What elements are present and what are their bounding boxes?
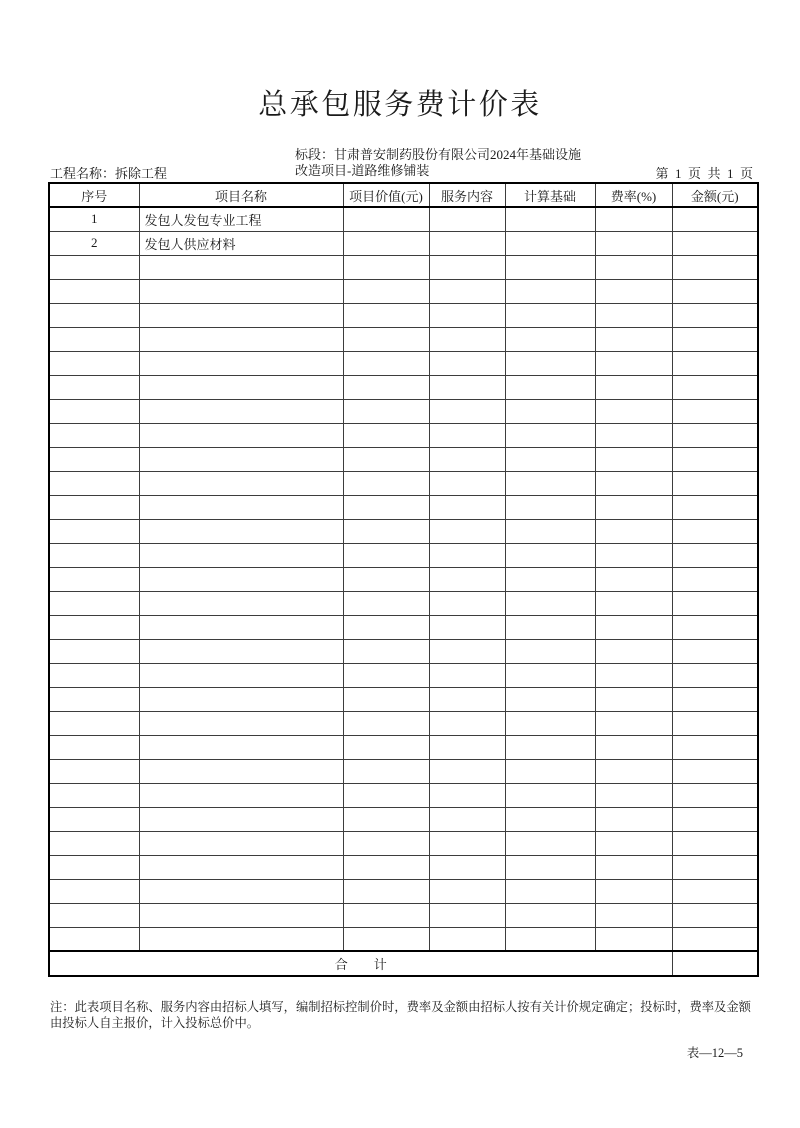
cell-rate [595, 399, 672, 423]
section-label [295, 147, 581, 179]
cell-no [49, 375, 139, 399]
cell-no [49, 327, 139, 351]
cell-no [49, 423, 139, 447]
table-row-empty [49, 423, 758, 447]
cell-service [429, 543, 505, 567]
cell-name [139, 543, 343, 567]
table-row-empty [49, 471, 758, 495]
cell-rate [595, 375, 672, 399]
cell-no: 2 [49, 231, 139, 255]
cell-value [343, 903, 429, 927]
cell-basis [505, 255, 595, 279]
cell-value [343, 663, 429, 687]
table-row-empty [49, 543, 758, 567]
table-row-empty [49, 663, 758, 687]
cell-service [429, 519, 505, 543]
table-row-empty [49, 519, 758, 543]
cell-service [429, 927, 505, 951]
cell-service [429, 591, 505, 615]
cell-value [343, 591, 429, 615]
cell-basis [505, 903, 595, 927]
cell-service [429, 855, 505, 879]
cell-name [139, 855, 343, 879]
cell-service [429, 255, 505, 279]
cell-rate [595, 879, 672, 903]
cell-amount [672, 615, 758, 639]
cell-service [429, 327, 505, 351]
cell-name: 发包人发包专业工程 [139, 207, 343, 231]
cell-basis [505, 663, 595, 687]
cell-amount [672, 423, 758, 447]
cell-value [343, 687, 429, 711]
footnote-line1: 注：此表项目名称、服务内容由招标人填写，编制招标控制价时，费率及金额由招标人按有关计价规定确定；投标时，费率及金额 [50, 1000, 751, 1014]
cell-amount [672, 231, 758, 255]
cell-value [343, 615, 429, 639]
cell-service [429, 735, 505, 759]
cell-amount [672, 783, 758, 807]
table-row-empty [49, 615, 758, 639]
cell-name [139, 711, 343, 735]
cell-amount [672, 663, 758, 687]
cell-service [429, 447, 505, 471]
cell-amount [672, 831, 758, 855]
cell-name [139, 927, 343, 951]
cell-value [343, 735, 429, 759]
cell-service [429, 423, 505, 447]
cell-value [343, 711, 429, 735]
cell-amount [672, 903, 758, 927]
table-row-empty [49, 927, 758, 951]
cell-service [429, 207, 505, 231]
cell-amount [672, 207, 758, 231]
cell-rate [595, 423, 672, 447]
cell-basis [505, 495, 595, 519]
cell-rate [595, 687, 672, 711]
cell-value [343, 639, 429, 663]
table-row [49, 231, 758, 255]
cell-amount [672, 927, 758, 951]
cell-value [343, 855, 429, 879]
cell-value [343, 279, 429, 303]
cell-no [49, 519, 139, 543]
cell-basis [505, 327, 595, 351]
cell-basis [505, 591, 595, 615]
cell-no [49, 279, 139, 303]
cell-amount [672, 687, 758, 711]
cell-rate [595, 615, 672, 639]
cell-name [139, 303, 343, 327]
column-header-0: 序号 [49, 183, 139, 207]
cell-basis [505, 423, 595, 447]
cell-amount [672, 303, 758, 327]
cell-amount [672, 279, 758, 303]
cell-basis [505, 543, 595, 567]
cell-basis [505, 375, 595, 399]
cell-name [139, 615, 343, 639]
column-header-5: 费率(%) [595, 183, 672, 207]
footnote-line2: 由投标人自主报价，计入投标总价中。 [50, 1016, 260, 1030]
cell-service [429, 879, 505, 903]
cell-value [343, 255, 429, 279]
column-header-3: 服务内容 [429, 183, 505, 207]
cell-value [343, 759, 429, 783]
cell-name [139, 327, 343, 351]
table-row-empty [49, 567, 758, 591]
cell-name [139, 735, 343, 759]
cell-rate [595, 231, 672, 255]
cell-name [139, 879, 343, 903]
table-row-empty [49, 591, 758, 615]
cell-service [429, 231, 505, 255]
cell-rate [595, 567, 672, 591]
cell-basis [505, 807, 595, 831]
table-row-empty [49, 903, 758, 927]
table-row-empty [49, 255, 758, 279]
column-header-1: 项目名称 [139, 183, 343, 207]
cell-value [343, 471, 429, 495]
cell-service [429, 351, 505, 375]
cell-value [343, 543, 429, 567]
cell-amount [672, 447, 758, 471]
cell-rate [595, 783, 672, 807]
cell-amount [672, 351, 758, 375]
table-body [49, 207, 758, 951]
cell-basis [505, 831, 595, 855]
cell-rate [595, 207, 672, 231]
cell-name: 发包人供应材料 [139, 231, 343, 255]
cell-value [343, 351, 429, 375]
cell-no [49, 831, 139, 855]
cell-no [49, 783, 139, 807]
cell-no [49, 759, 139, 783]
cell-service [429, 567, 505, 591]
total-amount-cell [672, 951, 758, 976]
cell-service [429, 807, 505, 831]
cell-basis [505, 879, 595, 903]
cell-service [429, 471, 505, 495]
cell-service [429, 399, 505, 423]
cell-rate [595, 711, 672, 735]
cell-amount [672, 711, 758, 735]
total-label-cell: 合 计 [49, 951, 672, 976]
cell-amount [672, 855, 758, 879]
table-row-empty [49, 879, 758, 903]
cell-value [343, 783, 429, 807]
cell-service [429, 783, 505, 807]
cell-no [49, 663, 139, 687]
cell-name [139, 255, 343, 279]
cell-amount [672, 375, 758, 399]
cell-amount [672, 879, 758, 903]
cell-rate [595, 471, 672, 495]
total-row [49, 951, 758, 976]
cell-rate [595, 759, 672, 783]
cell-basis [505, 687, 595, 711]
cell-rate [595, 903, 672, 927]
cell-basis [505, 279, 595, 303]
cell-rate [595, 927, 672, 951]
cell-basis [505, 927, 595, 951]
table-row-empty [49, 639, 758, 663]
cell-name [139, 831, 343, 855]
cell-rate [595, 543, 672, 567]
cell-service [429, 711, 505, 735]
cell-value [343, 207, 429, 231]
cell-rate [595, 807, 672, 831]
cell-no [49, 879, 139, 903]
cell-no [49, 471, 139, 495]
table-row-empty [49, 831, 758, 855]
table-row-empty [49, 735, 758, 759]
cell-rate [595, 663, 672, 687]
cell-amount [672, 399, 758, 423]
cell-no [49, 639, 139, 663]
cell-amount [672, 591, 758, 615]
cell-service [429, 903, 505, 927]
cell-basis [505, 735, 595, 759]
cell-basis [505, 303, 595, 327]
cell-basis [505, 639, 595, 663]
cell-name [139, 519, 343, 543]
cell-rate [595, 831, 672, 855]
cell-name [139, 663, 343, 687]
cell-amount [672, 519, 758, 543]
cell-no [49, 591, 139, 615]
cell-basis [505, 351, 595, 375]
column-header-2: 项目价值(元) [343, 183, 429, 207]
cell-rate [595, 591, 672, 615]
table-row-empty [49, 375, 758, 399]
cell-basis [505, 471, 595, 495]
cell-basis [505, 231, 595, 255]
cell-value [343, 495, 429, 519]
cell-name [139, 351, 343, 375]
cell-rate [595, 279, 672, 303]
column-header-4: 计算基础 [505, 183, 595, 207]
cell-value [343, 375, 429, 399]
cell-basis [505, 759, 595, 783]
cell-basis [505, 615, 595, 639]
cell-name [139, 423, 343, 447]
form-code: 表—12—5 [686, 1046, 743, 1060]
cell-no [49, 927, 139, 951]
cell-rate [595, 495, 672, 519]
table-row-empty [49, 399, 758, 423]
cell-no [49, 303, 139, 327]
cell-value [343, 879, 429, 903]
cell-value [343, 567, 429, 591]
cell-basis [505, 399, 595, 423]
cell-no [49, 495, 139, 519]
table-row-empty [49, 303, 758, 327]
cell-no [49, 807, 139, 831]
cell-name [139, 567, 343, 591]
table-row-empty [49, 495, 758, 519]
table-row-empty [49, 327, 758, 351]
cell-amount [672, 495, 758, 519]
cell-service [429, 759, 505, 783]
cell-amount [672, 471, 758, 495]
section-label-line1: 标段：甘肃普安制药股份有限公司2024年基础设施 [295, 147, 582, 162]
table-row-empty [49, 783, 758, 807]
table-row [49, 207, 758, 231]
cell-service [429, 639, 505, 663]
cell-name [139, 639, 343, 663]
cell-no [49, 543, 139, 567]
cell-basis [505, 783, 595, 807]
table-row-empty [49, 447, 758, 471]
cell-name [139, 807, 343, 831]
table-row-empty [49, 807, 758, 831]
cell-value [343, 423, 429, 447]
page-number-info: 第 1 页 共 1 页 [655, 166, 753, 181]
cell-name [139, 447, 343, 471]
table-row-empty [49, 759, 758, 783]
cell-no [49, 687, 139, 711]
table-header-row [49, 183, 758, 207]
cell-name [139, 279, 343, 303]
cell-rate [595, 351, 672, 375]
cell-no [49, 447, 139, 471]
cell-rate [595, 327, 672, 351]
cell-basis [505, 447, 595, 471]
cell-no [49, 855, 139, 879]
cell-rate [595, 639, 672, 663]
cell-basis [505, 207, 595, 231]
cell-service [429, 495, 505, 519]
cell-value [343, 303, 429, 327]
cell-no: 1 [49, 207, 139, 231]
cell-amount [672, 639, 758, 663]
page-title: 总承包服务费计价表 [258, 89, 542, 121]
cell-rate [595, 303, 672, 327]
cell-value [343, 327, 429, 351]
cell-service [429, 663, 505, 687]
cell-no [49, 255, 139, 279]
cell-service [429, 831, 505, 855]
cell-no [49, 399, 139, 423]
table-row-empty [49, 351, 758, 375]
cell-rate [595, 447, 672, 471]
cell-amount [672, 543, 758, 567]
cell-value [343, 447, 429, 471]
cell-value [343, 399, 429, 423]
cell-service [429, 279, 505, 303]
cell-basis [505, 567, 595, 591]
cell-value [343, 231, 429, 255]
project-name-label: 工程名称：拆除工程 [50, 166, 168, 181]
cell-value [343, 519, 429, 543]
table-row-empty [49, 855, 758, 879]
cell-basis [505, 519, 595, 543]
cell-name [139, 471, 343, 495]
cell-name [139, 495, 343, 519]
cell-value [343, 927, 429, 951]
section-label-line2: 改造项目-道路维修铺装 [295, 163, 430, 178]
cell-rate [595, 855, 672, 879]
cell-name [139, 687, 343, 711]
cell-amount [672, 807, 758, 831]
table-row-empty [49, 687, 758, 711]
column-header-6: 金额(元) [672, 183, 758, 207]
cell-name [139, 591, 343, 615]
cell-value [343, 807, 429, 831]
cell-name [139, 375, 343, 399]
cell-service [429, 687, 505, 711]
cell-rate [595, 735, 672, 759]
cell-amount [672, 567, 758, 591]
cell-service [429, 615, 505, 639]
cell-no [49, 711, 139, 735]
cell-name [139, 783, 343, 807]
cell-no [49, 735, 139, 759]
cell-name [139, 903, 343, 927]
table-row-empty [49, 279, 758, 303]
cell-no [49, 567, 139, 591]
cell-name [139, 399, 343, 423]
cell-amount [672, 735, 758, 759]
cell-name [139, 759, 343, 783]
cell-basis [505, 711, 595, 735]
cell-no [49, 615, 139, 639]
cell-no [49, 903, 139, 927]
cell-service [429, 303, 505, 327]
cell-amount [672, 759, 758, 783]
footnote [50, 999, 756, 1031]
cell-amount [672, 327, 758, 351]
cell-amount [672, 255, 758, 279]
cell-no [49, 351, 139, 375]
cell-rate [595, 255, 672, 279]
cell-service [429, 375, 505, 399]
cell-basis [505, 855, 595, 879]
table-row-empty [49, 711, 758, 735]
cell-rate [595, 519, 672, 543]
fee-table [48, 182, 759, 977]
cell-value [343, 831, 429, 855]
